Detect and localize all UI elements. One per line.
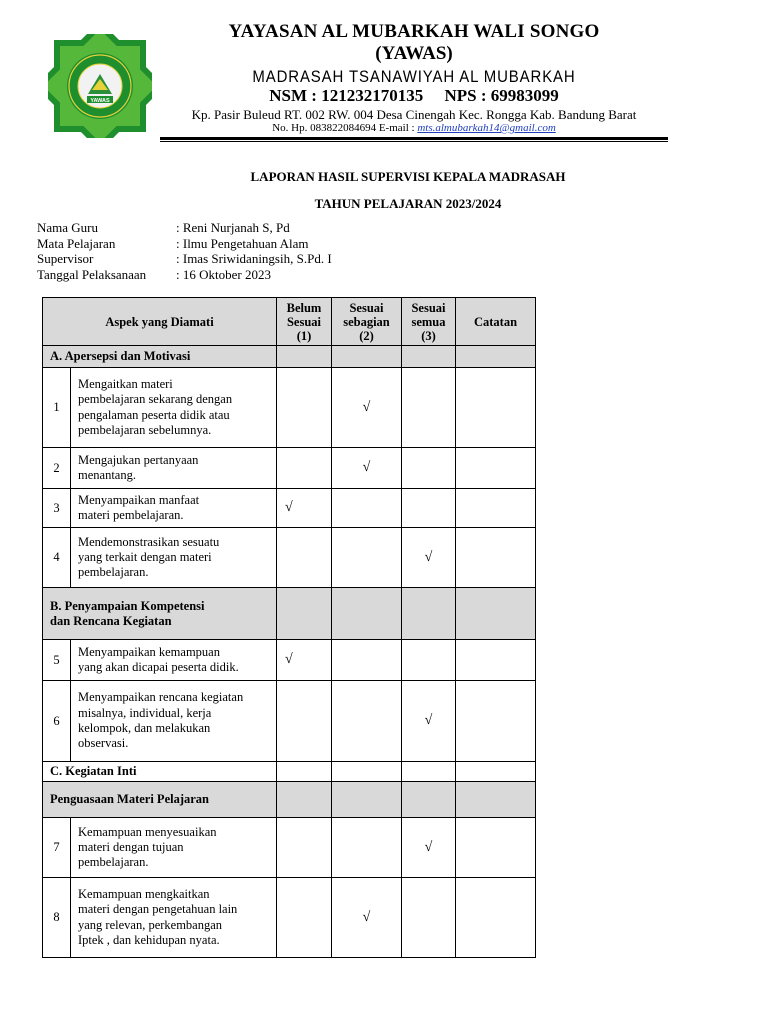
row-description: Mengajukan pertanyaan menantang. (71, 448, 277, 489)
school-name: MADRASAH TSANAWIYAH AL MUBARKAH (252, 67, 576, 86)
teacher-info (37, 220, 332, 282)
foundation-abbrev: (YAWAS) (375, 43, 453, 64)
score-cell-1 (277, 368, 332, 448)
school-contact (160, 122, 668, 134)
header-rule-thick (160, 137, 668, 140)
contact-phone: No. Hp. 083822084694 E-mail : (272, 122, 418, 134)
score-cell-3 (402, 489, 456, 528)
supervision-table (42, 297, 536, 958)
email-link[interactable]: mts.almubarkah14@gmail.com (417, 122, 556, 134)
row-description: Mendemonstrasikan sesuatu yang terkait dengan materi pembelajaran. (71, 528, 277, 588)
score-cell-1 (277, 528, 332, 588)
row-description: Menyampaikan rencana kegiatan misalnya, individual, kerja kelompok, dan melakukan observasi. (71, 681, 277, 762)
notes-cell (456, 528, 536, 588)
school-address: Kp. Pasir Buleud RT. 002 RW. 004 Desa Cinengah Kec. Rongga Kab. Bandung Barat (191, 107, 637, 122)
score-cell-3 (402, 878, 456, 958)
foundation-name: YAYASAN AL MUBARKAH WALI SONGO (228, 21, 600, 42)
table-header-row (43, 298, 536, 346)
row-description: Kemampuan mengkaitkan materi dengan pengetahuan lain yang relevan, perkembangan Iptek , dan kehidupan nyata. (71, 878, 277, 958)
section-c-title: C. Kegiatan Inti (43, 762, 277, 782)
school-logo (48, 34, 152, 138)
subsection-c-title: Penguasaan Materi Pelajaran (43, 782, 277, 818)
notes-cell (456, 640, 536, 681)
info-value: : Reni Nurjanah S, Pd (176, 220, 290, 235)
info-value: : Imas Sriwidaningsih, S.Pd. I (176, 251, 332, 266)
score-cell-2: √ (332, 368, 402, 448)
table-row (43, 489, 536, 528)
row-number: 2 (43, 448, 71, 489)
info-label: Tanggal Pelaksanaan (37, 266, 147, 282)
table-row (43, 878, 536, 958)
notes-cell (456, 878, 536, 958)
score-cell-2: √ (332, 878, 402, 958)
row-number: 4 (43, 528, 71, 588)
notes-cell (456, 818, 536, 878)
score-cell-3 (402, 368, 456, 448)
report-title: LAPORAN HASIL SUPERVISI KEPALA MADRASAH (250, 169, 566, 184)
table-row (43, 818, 536, 878)
section-b-title: B. Penyampaian Kompetensi dan Rencana Kegiatan (43, 588, 277, 640)
score-cell-2 (332, 528, 402, 588)
row-number: 1 (43, 368, 71, 448)
info-label: Supervisor (37, 251, 94, 266)
section-row (43, 762, 536, 782)
header-sesuai-sebagian: Sesuai sebagian (2) (332, 298, 402, 346)
info-value: : Ilmu Pengetahuan Alam (176, 235, 309, 251)
info-row-date (37, 267, 332, 283)
info-value: : 16 Oktober 2023 (176, 266, 271, 282)
info-label: Nama Guru (37, 220, 99, 235)
header-aspek: Aspek yang Diamati (43, 298, 277, 346)
score-cell-3: √ (402, 681, 456, 762)
row-number: 7 (43, 818, 71, 878)
header-sesuai-semua: Sesuai semua (3) (402, 298, 456, 346)
score-cell-2 (332, 489, 402, 528)
row-description: Kemampuan menyesuaikan materi dengan tujuan pembelajaran. (71, 818, 277, 878)
notes-cell (456, 368, 536, 448)
notes-cell (456, 489, 536, 528)
score-cell-3 (402, 640, 456, 681)
score-cell-1 (277, 878, 332, 958)
score-cell-3 (402, 448, 456, 489)
info-row-supervisor (37, 251, 332, 267)
report-year: TAHUN PELAJARAN 2023/2024 (314, 196, 502, 211)
score-cell-3: √ (402, 528, 456, 588)
row-number: 3 (43, 489, 71, 528)
header-rule-thin (160, 141, 668, 142)
row-description: Menyampaikan kemampuan yang akan dicapai peserta didik. (71, 640, 277, 681)
header-belum-sesuai: Belum Sesuai (1) (277, 298, 332, 346)
row-description: Menyampaikan manfaat materi pembelajaran. (71, 489, 277, 528)
score-cell-1 (277, 448, 332, 489)
section-row (43, 782, 536, 818)
row-number: 5 (43, 640, 71, 681)
table-row (43, 448, 536, 489)
table-row (43, 640, 536, 681)
row-description: Mengaitkan materi pembelajaran sekarang dengan pengalaman peserta didik atau pembelajaran sebelumnya. (71, 368, 277, 448)
header-catatan: Catatan (456, 298, 536, 346)
score-cell-2: √ (332, 448, 402, 489)
score-cell-2 (332, 818, 402, 878)
score-cell-3: √ (402, 818, 456, 878)
row-number: 6 (43, 681, 71, 762)
section-a-title: A. Apersepsi dan Motivasi (43, 346, 277, 368)
school-ids: NSM : 121232170135 NPS : 69983099 (269, 86, 559, 105)
table-row (43, 368, 536, 448)
section-row (43, 346, 536, 368)
score-cell-2 (332, 681, 402, 762)
info-row-teacher (37, 220, 332, 236)
notes-cell (456, 448, 536, 489)
section-row (43, 588, 536, 640)
score-cell-1 (277, 681, 332, 762)
info-row-subject (37, 236, 332, 252)
row-number: 8 (43, 878, 71, 958)
info-label: Mata Pelajaran (37, 235, 116, 251)
table-row (43, 681, 536, 762)
logo-text: YAWAS (90, 98, 110, 104)
score-cell-1 (277, 818, 332, 878)
score-cell-2 (332, 640, 402, 681)
table-row (43, 528, 536, 588)
notes-cell (456, 681, 536, 762)
score-cell-1: √ (277, 489, 332, 528)
score-cell-1: √ (277, 640, 332, 681)
